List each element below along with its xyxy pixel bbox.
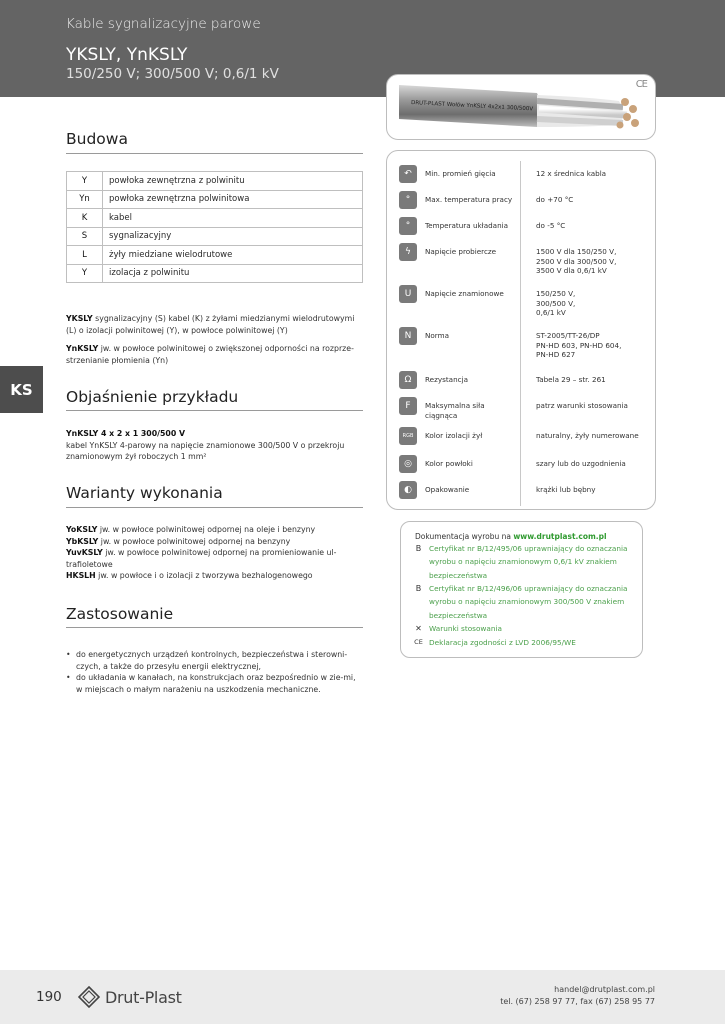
budowa-row <box>67 190 363 209</box>
parameter-value: naturalny, żyły numerowane <box>536 431 639 440</box>
documentation-text: Certyfikat nr B/12/496/06 uprawniający do oznaczania wyrobu o napięciu znamionowym 300/500 V znakiem bezpieczeństwa <box>429 584 628 620</box>
parameter-label: Napięcie probiercze <box>425 247 497 256</box>
ce-mark: CE <box>635 79 647 90</box>
documentation-link[interactable] <box>413 542 638 582</box>
variant-item: YuvKSLY jw. w powłoce polwinitowej odpornej na promieniowanie ul-trafioletowe <box>66 548 337 569</box>
description-ynksly <box>66 343 363 366</box>
parameter-label: Maksymalna siła ciągnąca <box>425 401 485 420</box>
parameter-label: Napięcie znamionowe <box>425 289 504 298</box>
resistance-icon: Ω <box>399 371 417 389</box>
example-block <box>66 428 363 463</box>
insulation-color-icon: RGB <box>399 427 417 445</box>
parameter-label: Max. temperatura pracy <box>425 195 513 204</box>
contact-phone: tel. (67) 258 97 77, fax (67) 258 95 77 <box>500 997 655 1006</box>
application-item: • do układania w kanałach, na konstrukcjach oraz bezpośrednio w zie-mi, w miejscach o małym narażeniu na uszkodzenia mechaniczne. <box>66 672 363 695</box>
parameter-value: krążki lub bębny <box>536 485 596 494</box>
parameter-value: 150/250 V, 300/500 V, 0,6/1 kV <box>536 289 576 317</box>
budowa-description: powłoka zewnętrzna polwinitowa <box>103 190 363 209</box>
bend-radius-icon: ↶ <box>399 165 417 183</box>
company-logo <box>78 986 182 1008</box>
packaging-icon: ◐ <box>399 481 417 499</box>
sheath-color-icon: ◎ <box>399 455 417 473</box>
budowa-row <box>67 209 363 228</box>
budowa-code: Y <box>67 172 103 191</box>
parameter-value: 12 x średnica kabla <box>536 169 607 178</box>
variants-rule <box>66 507 363 508</box>
example-rule <box>66 410 363 411</box>
parameter-label: Min. promień gięcia <box>425 169 496 178</box>
parameter-label: Opakowanie <box>425 485 470 494</box>
logo-icon <box>78 986 100 1008</box>
application-heading: Zastosowanie <box>66 605 174 623</box>
variants-list <box>66 524 363 582</box>
documentation-text: Certyfikat nr B/12/495/06 uprawniający do oznaczania wyrobu o napięciu znamionowym 0,6/1 kV znakiem bezpieczeństwa <box>429 544 628 580</box>
parameter-value: Tabela 29 – str. 261 <box>536 375 606 384</box>
parameter-value: ST-2005/TT-26/DP PN-HD 603, PN-HD 604, PN-HD 627 <box>536 331 622 359</box>
budowa-table <box>66 171 363 283</box>
parameter-label: Kolor powłoki <box>425 459 473 468</box>
budowa-code: L <box>67 246 103 265</box>
parameters-divider <box>520 161 521 506</box>
cable-illustration <box>387 75 656 140</box>
parameter-label: Kolor izolacji żył <box>425 431 483 440</box>
budowa-row <box>67 172 363 191</box>
budowa-row <box>67 246 363 265</box>
budowa-code: Y <box>67 264 103 283</box>
product-title: YKSLY, YnKSLY <box>66 45 188 65</box>
example-code: YnKSLY 4 x 2 x 1 300/500 V <box>66 429 186 438</box>
product-voltages: 150/250 V; 300/500 V; 0,6/1 kV <box>66 66 279 82</box>
variant-item: HKSLH jw. w powłoce i o izolacji z tworzywa bezhalogenowego <box>66 571 313 580</box>
budowa-rule <box>66 153 363 154</box>
documentation-panel <box>400 521 643 658</box>
variant-item: YoKSLY jw. w powłoce polwinitowej odpornej na oleje i benzyny <box>66 525 316 534</box>
budowa-description: żyły miedziane wielodrutowe <box>103 246 363 265</box>
category-title: Kable sygnalizacyjne parowe <box>66 16 261 32</box>
parameter-value: szary lub do uzgodnienia <box>536 459 626 468</box>
rated-voltage-icon: U <box>399 285 417 303</box>
cable-marking-text: DRUT-PLAST Wołów YnKSLY 4x2x1 300/500V <box>410 100 534 113</box>
contact-email[interactable]: handel@drutplast.com.pl <box>554 985 655 994</box>
budowa-description: powłoka zewnętrzna z polwinitu <box>103 172 363 191</box>
ce-icon: CE <box>414 638 423 646</box>
parameter-label: Rezystancja <box>425 375 468 384</box>
parameter-value: 1500 V dla 150/250 V, 2500 V dla 300/500 V, 3500 V dla 0,6/1 kV <box>536 247 617 275</box>
page-number: 190 <box>36 989 62 1005</box>
website-link[interactable]: www.drutplast.com.pl <box>513 532 607 541</box>
variant-item: YbKSLY jw. w powłoce polwinitowej odpornej na benzyny <box>66 536 291 546</box>
description-text: jw. w powłoce polwinitowej o zwiększonej odporności na rozprze-strzenianie płomienia (Yn) <box>66 344 354 365</box>
parameter-label: Temperatura układania <box>425 221 509 230</box>
application-item: • do energetycznych urządzeń kontrolnych, bezpieczeństwa i sterowni-czych, a także do przesyłu energii elektrycznej, <box>66 649 363 672</box>
budowa-description: izolacja z polwinitu <box>103 264 363 283</box>
parameter-label: Norma <box>425 331 450 340</box>
description-yksly <box>66 313 363 336</box>
budowa-code: Yn <box>67 190 103 209</box>
application-rule <box>66 627 363 628</box>
documentation-link[interactable] <box>413 636 638 649</box>
description-name: YKSLY <box>66 314 93 323</box>
documentation-text: Deklaracja zgodności z LVD 2006/95/WE <box>429 638 576 647</box>
application-list <box>66 649 363 695</box>
budowa-heading: Budowa <box>66 130 128 148</box>
parameter-value: patrz warunki stosowania <box>536 401 628 410</box>
description-text: sygnalizacyjny (S) kabel (K) z żyłami miedzianymi wielodrutowymi (L) o izolacji polwinitowej (Y), w powłoce polwinitowej (Y) <box>66 314 355 335</box>
conditions-icon: ✕ <box>415 624 422 633</box>
section-tab-ks: KS <box>0 366 43 413</box>
budowa-row <box>67 264 363 283</box>
variants-heading: Warianty wykonania <box>66 484 223 502</box>
documentation-header: Dokumentacja wyrobu na www.drutplast.com.pl <box>415 532 607 541</box>
pulling-force-icon: F <box>399 397 417 415</box>
logo-text: Drut-Plast <box>105 987 182 1007</box>
max-temperature-icon: ° <box>399 191 417 209</box>
description-name: YnKSLY <box>66 344 99 353</box>
certificate-b-icon: B <box>415 544 422 553</box>
parameter-value: do -5 °C <box>536 221 566 230</box>
budowa-row <box>67 227 363 246</box>
laying-temperature-icon: ° <box>399 217 417 235</box>
documentation-link[interactable] <box>413 622 638 635</box>
example-text: kabel YnKSLY 4-parowy na napięcie znamionowe 300/500 V o przekroju znamionowym żył roboczych 1 mm² <box>66 440 345 461</box>
parameter-value: do +70 °C <box>536 195 574 204</box>
example-heading: Objaśnienie przykładu <box>66 388 239 406</box>
standard-icon: N <box>399 327 417 345</box>
page-footer <box>0 970 725 1024</box>
test-voltage-icon: ϟ <box>399 243 417 261</box>
budowa-code: S <box>67 227 103 246</box>
certificate-b-icon: B <box>415 584 422 593</box>
budowa-description: sygnalizacyjny <box>103 227 363 246</box>
budowa-description: kabel <box>103 209 363 228</box>
budowa-code: K <box>67 209 103 228</box>
documentation-text: Warunki stosowania <box>429 624 502 633</box>
documentation-link[interactable] <box>413 582 638 622</box>
parameters-panel <box>386 150 656 510</box>
cable-photo <box>386 74 656 140</box>
